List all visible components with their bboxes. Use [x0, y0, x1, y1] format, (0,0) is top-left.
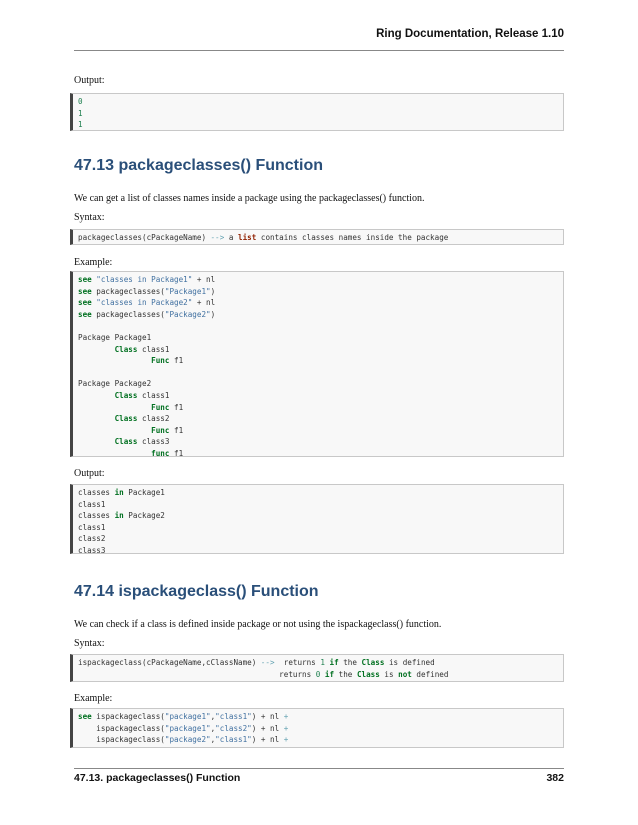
section-description: We can get a list of classes names inside a package using the packageclasses() function.	[74, 193, 425, 204]
code-line: classes in Package2	[78, 511, 165, 521]
code-line: ispackageclass(cPackageName,cClassName) --> returns 1 if the Class is defined	[78, 658, 435, 667]
section-title-ispackageclass: 47.14 ispackageclass() Function	[74, 583, 319, 600]
code-line: Class class3	[114, 437, 170, 447]
code-line: 0	[78, 97, 83, 106]
code-line: Package Package1	[78, 332, 152, 342]
example-code-block-1	[70, 271, 564, 457]
code-line: ispackageclass("package1","class2") + nl +	[96, 723, 289, 733]
example-label: Example:	[74, 693, 113, 704]
code-line: returns 0 if the Class is not defined	[279, 669, 449, 679]
code-line: see ispackageclass("package1","class1") + nl +	[78, 712, 289, 721]
syntax-code-block-2	[70, 654, 564, 682]
code-line: packageclasses(cPackageName) --> a list contains classes names inside the package	[78, 233, 449, 242]
code-line	[78, 320, 558, 332]
code-line	[78, 367, 558, 379]
header-rule	[74, 50, 564, 51]
code-line: class1	[78, 522, 106, 532]
footer-section-title: 47.13. packageclasses() Function	[74, 772, 241, 784]
code-line: class2	[78, 534, 106, 544]
code-line: Func f1	[151, 356, 184, 366]
code-line: class1	[78, 499, 106, 509]
code-line: see packageclasses("Package2")	[78, 309, 216, 319]
section-description: We can check if a class is defined inside package or not using the ispackageclass() function.	[74, 619, 442, 630]
code-line: Class class1	[114, 390, 170, 400]
running-footer	[74, 772, 564, 788]
running-header: Ring Documentation, Release 1.10	[376, 28, 564, 40]
code-line: class3	[78, 545, 106, 554]
code-line: func f1	[151, 448, 184, 457]
code-line: ispackageclass("package2","class1") + nl +	[96, 735, 289, 745]
syntax-label: Syntax:	[74, 638, 105, 649]
example-code-block-2	[70, 708, 564, 748]
output-code-block-2	[70, 484, 564, 554]
code-line: Func f1	[151, 402, 184, 412]
code-line: see "classes in Package2" + nl	[78, 298, 216, 308]
output-label: Output:	[74, 468, 105, 479]
code-line: see "classes in Package1" + nl	[78, 275, 216, 284]
page-number: 382	[546, 772, 564, 784]
code-line: Package Package2	[78, 379, 152, 389]
syntax-code-block-1	[70, 229, 564, 245]
code-line: Class class1	[114, 344, 170, 354]
output-label: Output:	[74, 75, 105, 86]
syntax-label: Syntax:	[74, 212, 105, 223]
code-line: Class class2	[114, 414, 170, 424]
code-line: Func f1	[151, 425, 184, 435]
section-title-packageclasses: 47.13 packageclasses() Function	[74, 157, 323, 174]
code-line: 1	[78, 120, 83, 130]
code-line: classes in Package1	[78, 488, 165, 497]
footer-rule	[74, 768, 564, 769]
example-label: Example:	[74, 257, 113, 268]
code-line: 1	[78, 108, 83, 118]
output-code-block-1	[70, 93, 564, 131]
code-line: see packageclasses("Package1")	[78, 286, 216, 296]
